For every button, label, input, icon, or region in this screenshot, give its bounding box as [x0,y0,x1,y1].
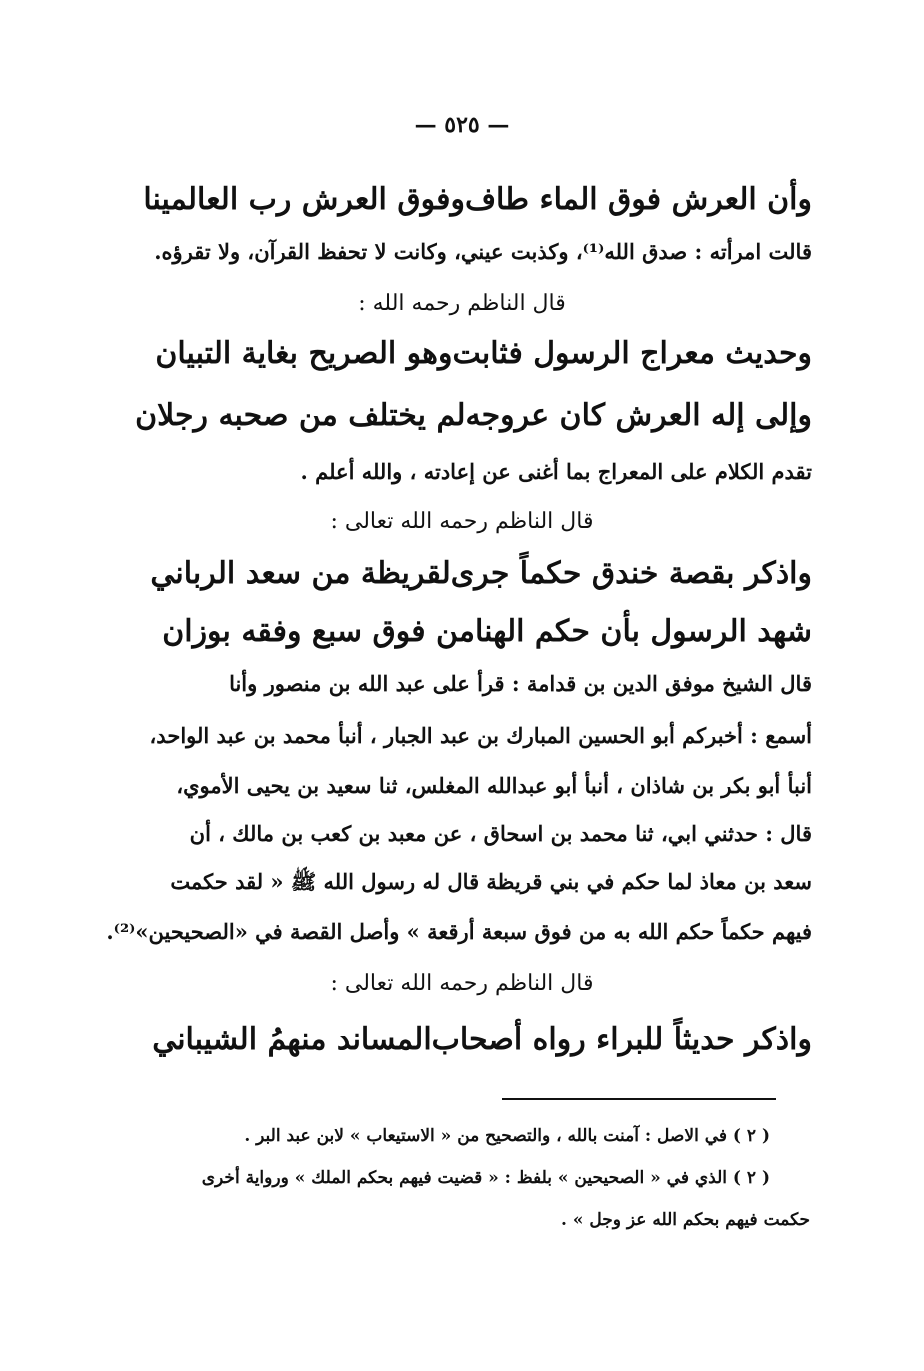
verse-first-hemistich: شهد الرسول بأن حكم الهنا [474,614,812,649]
verse-line [135,394,812,442]
footnote-line: ( ٢ ) الذي في « الصحيحين » بلفظ : « قضيت فيهم بحكم الملك » ورواية أخرى [201,1168,770,1188]
verse-first-hemistich: واذكر حديثاً للبراء رواه أصحاب [431,1022,812,1057]
prose-line: قال الشيخ موفق الدين بن قدامة : قرأ على عبد الله بن منصور وأنا [229,671,812,696]
verse-line [152,1018,812,1066]
footnote-line: ( ٢ ) في الاصل : آمنت بالله ، والتصحيح من « الاستيعاب » لابن عبد البر . [244,1126,770,1146]
prose-line: سعد بن معاذ لما حكم في بني قريظة قال له رسول الله ﷺ « لقد حكمت [170,869,812,894]
verse-first-hemistich: وأن العرش فوق الماء طاف [464,182,812,217]
section-heading: قال الناظم رحمه الله : [358,291,566,316]
verse-line [162,610,812,658]
verse-second-hemistich: من فوق سبع وفقه بوزان [162,614,475,649]
verse-second-hemistich: وفوق العرش رب العالمينا [143,182,465,217]
footnote-line: حكمت فيهم بحكم الله عز وجل » . [561,1210,810,1230]
verse-line [155,332,812,380]
verse-first-hemistich: واذكر بقصة خندق حكماً جرى [450,556,812,591]
prose-line: أنبأ أبو بكر بن شاذان ، أنبأ أبو عبدالله المغلس، ثنا سعيد بن يحيى الأموي، [176,773,812,798]
prose-line: قال : حدثني ابي، ثنا محمد بن اسحاق ، عن معبد بن كعب بن مالك ، أن [189,821,812,846]
page-number: — ٥٢٥ — [414,112,510,138]
verse-first-hemistich: وحديث معراج الرسول فثابت [452,336,812,371]
verse-second-hemistich: لقريظة من سعد الرباني [150,556,451,591]
verse-second-hemistich: وهو الصريح بغاية التبيان [155,336,453,371]
verse-second-hemistich: المساند منهمُ الشيباني [152,1022,432,1057]
section-heading: قال الناظم رحمه الله تعالى : [330,509,594,534]
prose-line: أسمع : أخبركم أبو الحسين المبارك بن عبد الجبار ، أنبأ محمد بن عبد الواحد، [149,723,812,748]
prose-line: قالت امرأته : صدق الله⁽¹⁾، وكذبت عيني، وكانت لا تحفظ القرآن، ولا تقرؤه. [154,239,812,264]
verse-line [143,178,812,226]
verse-second-hemistich: لم يختلف من صحبه رجلان [135,398,466,433]
footnote-separator [502,1098,776,1100]
prose-line: فيهم حكماً حكم الله به من فوق سبعة أرقعة » وأصل القصة في «الصحيحين»⁽²⁾. [106,919,812,944]
verse-line [150,552,812,600]
section-heading: قال الناظم رحمه الله تعالى : [330,971,594,996]
prose-line: تقدم الكلام على المعراج بما أغنى عن إعادته ، والله أعلم . [300,459,812,484]
verse-first-hemistich: وإلى إله العرش كان عروجه [465,398,812,433]
